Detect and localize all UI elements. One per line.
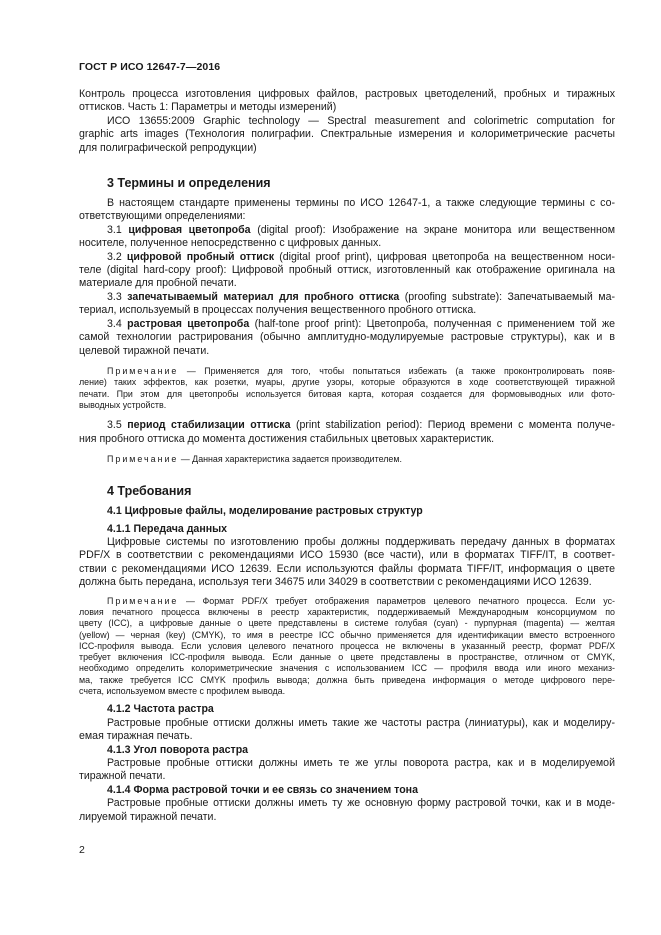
paragraph-line: материале для пробной печати.	[79, 277, 237, 290]
term-number: 3.5	[107, 419, 122, 432]
note-line: требует включения ICC-профиля вывода. Если данные о цвете представлены в пространстве, отличном от CMYK,	[79, 652, 615, 663]
term-3-2	[79, 251, 615, 264]
paragraph-line: Растровые пробные оттиски должны иметь ту же основную форму растровой точки, как и в моде-	[107, 797, 615, 810]
paragraph-line: должна быть передана, используя теги 34675 или 34029 в соответствии с рекомендациями ИСО 12639.	[79, 576, 592, 589]
note-line: (yellow) — черная (key) (CMYK), то имя в реестре ICC обычно применяется для идентификации вместо встроенного	[79, 629, 615, 640]
subsection-4-1-4-heading: 4.1.4 Форма растровой точки и ее связь со значением тона	[107, 783, 418, 796]
note-label: Примечание	[107, 365, 179, 376]
note-label: Примечание	[107, 595, 179, 606]
paragraph-line: лируемой тиражной печати.	[79, 810, 217, 823]
subsection-4-1-1-heading: 4.1.1 Передача данных	[107, 522, 228, 535]
ref-text-line: Контроль процесса изготовления цифровых файлов, растровых цветоделений, пробных и тиражных	[79, 88, 615, 100]
subsection-4-1-heading: 4.1 Цифровые файлы, моделирование растровых структур	[107, 505, 423, 518]
page-number: 2	[79, 844, 85, 856]
paragraph-line: PDF/X в соответствии с рекомендациями ИСО 15930 (все части), или в форматах TIFF/IT, в соответ-	[79, 549, 615, 562]
note-1	[79, 366, 615, 411]
term-text: (proofing substrate): Запечатываемый ма-	[404, 290, 615, 303]
note-line: ление) таких эффектов, как розетки, муары, другие узоры, которые образуются в ходе соответствующей тиражной	[79, 377, 615, 388]
paragraph-line: ствии с рекомендациями ИСО 12639. Если используются файлы формата TIFF/IT, информация о цвете	[79, 562, 615, 575]
note-text: — Формат PDF/X требует отображения параметров целевого печатного процесса. Если ус-	[186, 595, 615, 606]
paragraph-line: В настоящем стандарте применены термины по ИСО 12647-1, а также следующие термины с со-	[107, 197, 615, 210]
note-3	[79, 596, 615, 698]
subsection-4-1-2-heading: 4.1.2 Частота растра	[107, 703, 214, 716]
paragraph-line: ответствующими определениями:	[79, 210, 246, 223]
ref-text-line: ИСО 13655:2009 Graphic technology — Spectral measurement and colorimetric computation for	[107, 114, 615, 127]
note-line: цвету (ICC), а цифровые данные о цвете представлены в системе голубая (cyan) - пурпурная (magenta) — желтая	[79, 618, 615, 629]
paragraph-line: Растровые пробные оттиски должны иметь такие же частоты растра (линиатуры), как и моделиру-	[107, 716, 615, 729]
standard-header: ГОСТ Р ИСО 12647-7—2016	[79, 61, 221, 73]
note-2	[79, 454, 615, 465]
term-text: (digital proof print), цифровая цветопроба на вещественном носи-	[279, 250, 615, 263]
term-3-4	[79, 318, 615, 331]
paragraph-line: тиражной печати.	[79, 770, 166, 783]
page-body	[79, 88, 615, 824]
paragraph-line: Растровые пробные оттиски должны иметь те же углы поворота растра, как и в моделируемой	[107, 756, 615, 769]
term-text: (print stabilization period): Период времени с момента получе-	[295, 419, 615, 432]
section-3-heading: 3 Термины и определения	[107, 176, 271, 191]
term-3-1	[79, 224, 615, 237]
note-label: Примечание	[107, 453, 179, 464]
term-text: (digital proof): Изображение на экране монитора или вещественном	[257, 223, 615, 236]
term-number: 3.3	[107, 290, 122, 303]
paragraph-line: целевой тиражной печати.	[79, 344, 210, 357]
ref-text-line: оттисков. Часть 1: Параметры и методы измерений)	[79, 101, 337, 114]
term-title: цифровой пробный оттиск	[126, 250, 274, 263]
term-title: растровая цветопроба	[127, 317, 250, 330]
note-line: выводных устройств.	[79, 399, 167, 410]
term-number: 3.1	[107, 223, 122, 236]
term-3-5	[79, 419, 615, 432]
term-title: период стабилизации оттиска	[127, 419, 291, 432]
paragraph-line: териал, используемый в процессах получения вещественного пробного оттиска.	[79, 304, 477, 317]
note-line: печати. При этом для цветопробы используется битовая карта, которая создается для формовыводных или фото-	[79, 388, 615, 399]
paragraph-line: теле (digital hard-copy proof): Цифровой пробный оттиск, изготовленный как отображение оригинала на	[79, 264, 615, 277]
paragraph-line: емая тиражная печать.	[79, 730, 193, 743]
section-4-heading: 4 Требования	[107, 484, 192, 499]
ref-text-line: graphic arts images (Технология полиграфии. Спектральные измерения и колориметрические расчеты	[79, 128, 615, 141]
term-title: цифровая цветопроба	[128, 223, 251, 236]
paragraph-line: Цифровые системы по изготовлению пробы должны поддерживать передачу данных в форматах	[107, 536, 615, 549]
note-line: счета, используемом вместе с профилем вывода.	[79, 686, 286, 697]
paragraph-line: самой технологии растрирования (обычно амплитудно-модулируемые растровые структуры), как и в	[79, 331, 615, 344]
note-line: ICC-профиля вывода. Если условия целевого печатного процесса не включены в указанный реестр, формат PDF/X	[79, 640, 615, 651]
note-text: — Применяется для того, чтобы попытаться избежать (а также проконтролировать появ-	[186, 365, 615, 376]
note-line: необходимо определить колориметрические значения с использованием ICC — профиля ввода или иного механиз-	[79, 663, 615, 674]
note-line: ловия печатного процесса включены в реестр характеристик, поддерживаемый Международным консорциумом по	[79, 606, 615, 617]
term-3-3	[79, 291, 615, 304]
term-text: (half-tone proof print): Цветопроба, полученная с применением той же	[254, 317, 615, 330]
note-line: ма, также требуется ICC CMYK профиль вывода; должна быть приведена информация о методе цифрового пере-	[79, 674, 615, 685]
term-number: 3.2	[107, 250, 122, 263]
paragraph-line: ния пробного оттиска до момента достижения стабильных цветовых характеристик.	[79, 432, 495, 445]
paragraph-line: носителе, полученное непосредственно с цифровых данных.	[79, 237, 382, 250]
note-text: — Данная характеристика задается производителем.	[180, 453, 402, 464]
term-title: запечатываемый материал для пробного оттиска	[127, 290, 400, 303]
subsection-4-1-3-heading: 4.1.3 Угол поворота растра	[107, 743, 249, 756]
term-number: 3.4	[107, 317, 122, 330]
ref-text-line: для полиграфической репродукции)	[79, 141, 257, 154]
